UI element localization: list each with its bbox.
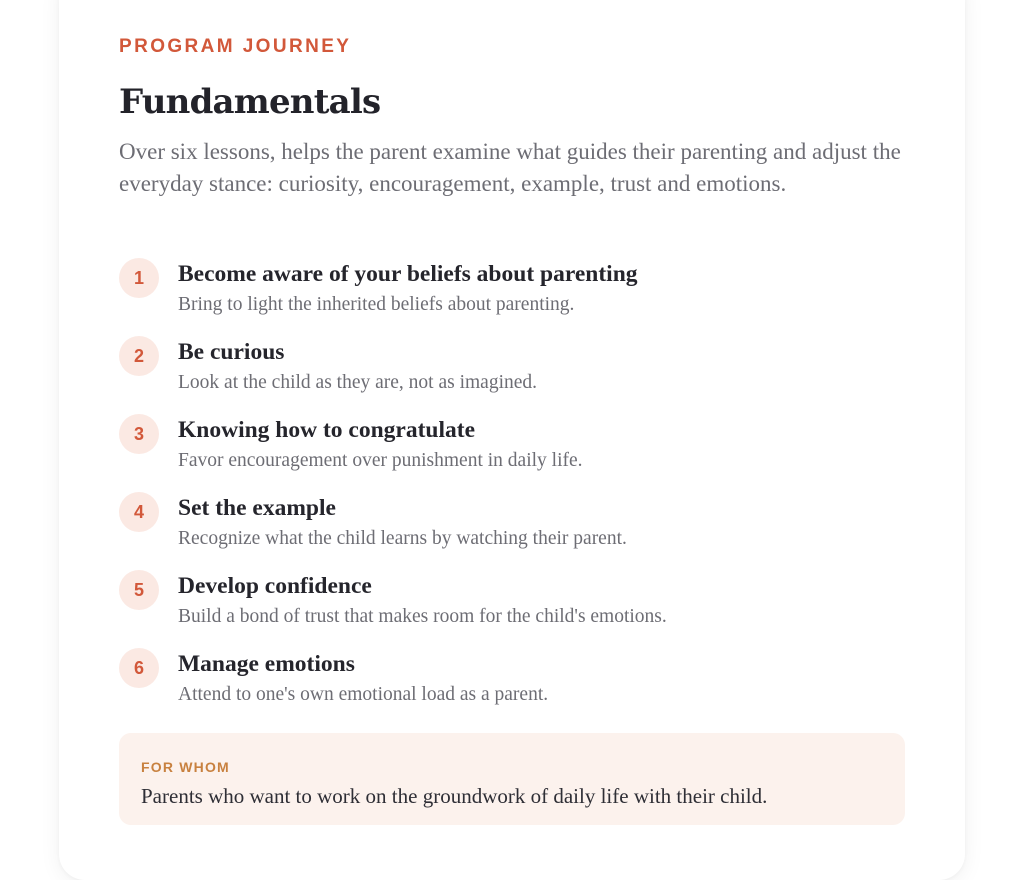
lesson-title: Become aware of your beliefs about parenting [178,261,638,287]
lesson-item [119,257,909,335]
program-intro: Over six lessons, helps the parent examine what guides their parenting and adjust the everyday stance: curiosity, encouragement, example, trust and emotions. [119,139,901,196]
lesson-item [119,569,909,647]
lesson-description: Attend to one's own emotional load as a parent. [178,684,549,705]
lesson-number-badge: 2 [119,336,159,376]
lesson-item [119,491,909,569]
lesson-number-badge: 6 [119,648,159,688]
lesson-list [119,257,909,725]
lesson-description: Recognize what the child learns by watching their parent. [178,528,627,549]
audience-label: FOR WHOM [141,759,230,775]
lesson-title: Develop confidence [178,573,372,599]
lesson-description: Bring to light the inherited beliefs about parenting. [178,294,575,315]
lesson-number-badge: 5 [119,570,159,610]
lesson-number-badge: 4 [119,492,159,532]
audience-callout [119,733,905,825]
lesson-title: Knowing how to congratulate [178,417,476,443]
lesson-description: Favor encouragement over punishment in daily life. [178,450,583,471]
section-eyebrow: PROGRAM JOURNEY [119,36,352,57]
lesson-item [119,335,909,413]
lesson-title: Be curious [178,339,285,365]
lesson-item [119,413,909,491]
lesson-description: Build a bond of trust that makes room for the child's emotions. [178,606,667,627]
page-title: Fundamentals [119,82,381,122]
lesson-number-badge: 1 [119,258,159,298]
lesson-title: Set the example [178,495,336,521]
lesson-description: Look at the child as they are, not as imagined. [178,372,538,393]
lesson-number-badge: 3 [119,414,159,454]
audience-text: Parents who want to work on the groundwork of daily life with their child. [141,784,768,808]
lesson-item [119,647,909,725]
lesson-title: Manage emotions [178,651,355,677]
